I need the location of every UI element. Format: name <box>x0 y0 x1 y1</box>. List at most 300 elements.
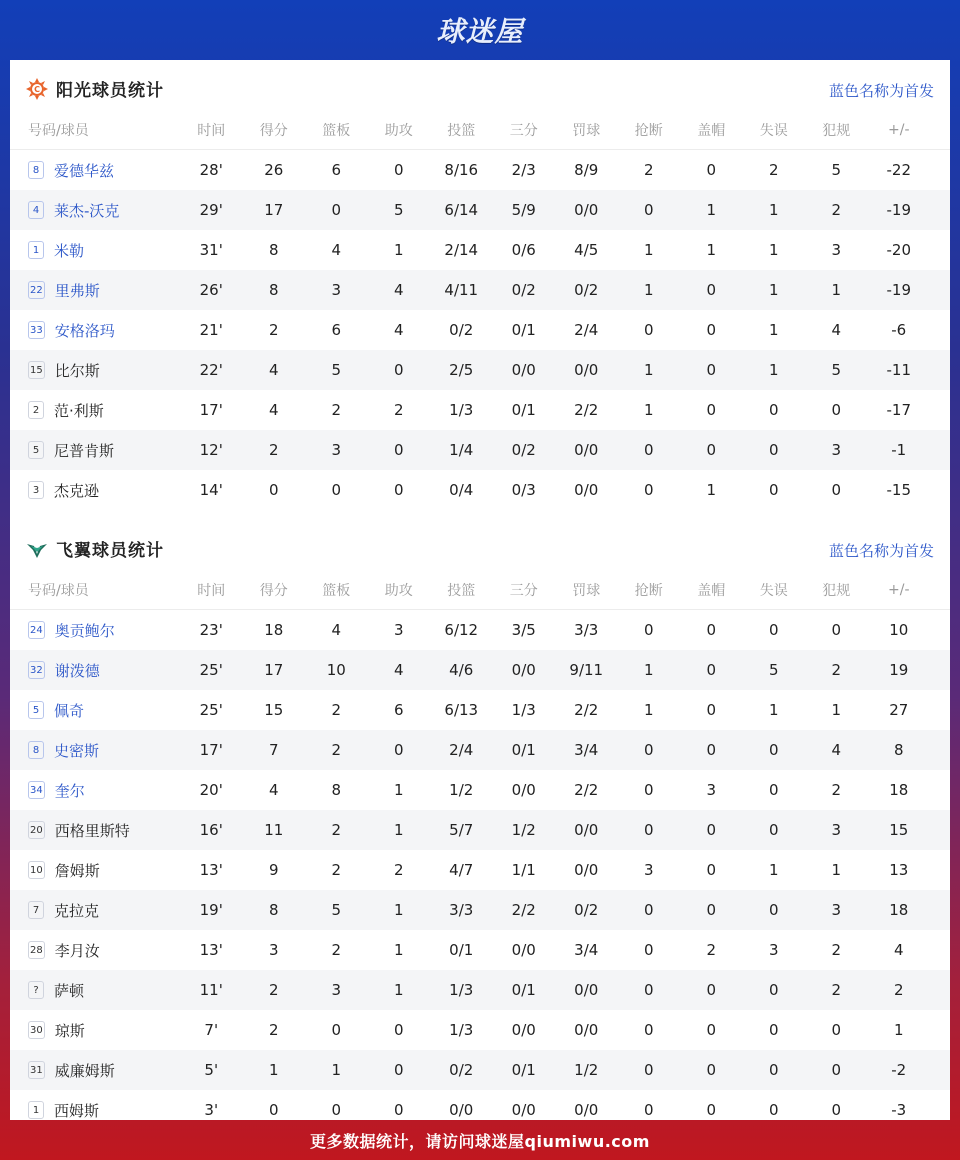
stat-cell: -17 <box>886 401 911 419</box>
stat-cell: 0 <box>393 1021 404 1039</box>
stat-cell: 0/1 <box>449 941 474 959</box>
stat-cell: 1/3 <box>449 981 474 999</box>
stat-cell: 0/2 <box>449 321 474 339</box>
stat-cell: 1 <box>706 201 717 219</box>
stat-cell: 4/5 <box>574 241 599 259</box>
stat-cell: 9/11 <box>569 661 604 679</box>
stat-cell: 2 <box>268 441 279 459</box>
stat-cell: 9 <box>268 861 279 879</box>
team-header <box>10 60 950 116</box>
stat-cell: 2 <box>268 981 279 999</box>
player-cell <box>10 240 180 261</box>
starter-note: 蓝色名称为首发 <box>828 542 934 560</box>
player-name[interactable]: 詹姆斯 <box>54 861 100 880</box>
column-header[interactable]: 篮板 <box>322 583 351 599</box>
stat-cell: 2 <box>393 401 404 419</box>
column-header: 号码/球员 <box>28 583 89 599</box>
jersey-number: 5 <box>28 701 44 719</box>
stat-cell: 26' <box>199 281 223 299</box>
jersey-number: 5 <box>28 441 44 459</box>
player-cell <box>10 360 180 381</box>
column-header[interactable]: 三分 <box>509 123 538 139</box>
stat-cell: 13' <box>199 861 223 879</box>
player-cell <box>10 940 180 961</box>
stat-cell: 1 <box>768 241 779 259</box>
stat-cell: 1 <box>393 981 404 999</box>
stat-cell: 0 <box>393 361 404 379</box>
stat-cell: 5 <box>768 661 779 679</box>
player-row[interactable] <box>10 310 950 350</box>
stat-cell: 0 <box>643 481 654 499</box>
stat-cell: 0 <box>706 1101 717 1119</box>
stat-cell: 6/13 <box>444 701 479 719</box>
jersey-number: 28 <box>28 941 45 959</box>
player-row[interactable] <box>10 930 950 970</box>
stat-cell: 2/2 <box>574 401 599 419</box>
stat-cell: 0 <box>768 1061 779 1079</box>
stat-cell: 3 <box>768 941 779 959</box>
player-row[interactable] <box>10 770 950 810</box>
stat-cell: 2 <box>831 661 842 679</box>
stat-cell: 0/0 <box>449 1101 474 1119</box>
stat-cell: 28' <box>199 161 223 179</box>
player-name[interactable]: 西格里斯特 <box>54 821 130 840</box>
stat-cell: 0/0 <box>574 1021 599 1039</box>
player-row[interactable] <box>10 890 950 930</box>
stat-cell: 0/0 <box>574 201 599 219</box>
stat-cell: 8 <box>893 741 904 759</box>
player-name[interactable]: 克拉克 <box>54 901 100 920</box>
stat-cell: 0 <box>706 1021 717 1039</box>
player-cell <box>10 980 180 1001</box>
stat-cell: 0/0 <box>511 661 536 679</box>
stat-cell: 0 <box>768 781 779 799</box>
stat-cell: 0 <box>393 741 404 759</box>
stat-cell: 1 <box>831 281 842 299</box>
player-row[interactable] <box>10 730 950 770</box>
player-row[interactable] <box>10 270 950 310</box>
player-row[interactable] <box>10 690 950 730</box>
stat-cell: 2/3 <box>511 161 536 179</box>
stat-cell: 0 <box>643 741 654 759</box>
stat-cell: 0 <box>706 861 717 879</box>
player-row[interactable] <box>10 390 950 430</box>
stat-cell: 0 <box>393 1061 404 1079</box>
stat-cell: 3 <box>831 441 842 459</box>
stat-cell: 1 <box>768 281 779 299</box>
player-name[interactable]: 李月汝 <box>54 941 100 960</box>
stat-cell: 7 <box>268 741 279 759</box>
stat-cell: 8/9 <box>574 161 599 179</box>
stat-cell: 0 <box>706 281 717 299</box>
player-cell <box>10 1100 180 1121</box>
stat-cell: 3 <box>831 821 842 839</box>
jersey-number: 20 <box>28 821 45 839</box>
stat-cell: 3 <box>331 981 342 999</box>
stat-cell: 0 <box>643 1021 654 1039</box>
player-row[interactable] <box>10 350 950 390</box>
stat-cell: 3 <box>393 621 404 639</box>
player-row[interactable] <box>10 1050 950 1090</box>
column-header[interactable]: 时间 <box>197 123 226 139</box>
stat-cell: 2/2 <box>574 701 599 719</box>
jersey-number: 1 <box>28 1101 44 1119</box>
stat-cell: 17' <box>199 741 223 759</box>
column-header[interactable]: 盖帽 <box>697 123 726 139</box>
team-title: 飞翼球员统计 <box>56 541 164 561</box>
column-header[interactable]: 助攻 <box>384 583 413 599</box>
stat-cell: 3 <box>706 781 717 799</box>
player-row[interactable] <box>10 470 950 510</box>
jersey-number: 31 <box>28 1061 45 1079</box>
column-header[interactable]: 抢断 <box>634 583 663 599</box>
stat-cell: 2 <box>831 781 842 799</box>
stat-cell: 8 <box>331 781 342 799</box>
stat-cell: 4 <box>393 661 404 679</box>
player-row[interactable] <box>10 970 950 1010</box>
player-name[interactable]: 佩奇 <box>54 701 85 720</box>
stat-cell: 0/2 <box>574 281 599 299</box>
column-header[interactable]: 抢断 <box>634 123 663 139</box>
stat-cell: 3 <box>331 441 342 459</box>
stat-cell: 4/11 <box>444 281 479 299</box>
player-cell <box>10 200 180 221</box>
stat-cell: 1 <box>831 861 842 879</box>
stat-cell: 15 <box>889 821 909 839</box>
stat-cell: 2/5 <box>449 361 474 379</box>
stat-cell: 0 <box>831 401 842 419</box>
stat-cell: 2/4 <box>449 741 474 759</box>
stat-cell: 0/0 <box>511 361 536 379</box>
player-name[interactable]: 尼普肯斯 <box>54 441 115 460</box>
stat-cell: 1 <box>393 941 404 959</box>
stat-cell: 19' <box>199 901 223 919</box>
stat-cell: 2 <box>831 981 842 999</box>
stat-cell: 17' <box>199 401 223 419</box>
stat-cell: 4 <box>268 361 279 379</box>
stat-cell: 4 <box>393 321 404 339</box>
stat-cell: 0/0 <box>511 1021 536 1039</box>
column-header[interactable]: 犯规 <box>822 583 851 599</box>
column-header[interactable]: 时间 <box>197 583 226 599</box>
jersey-number: 30 <box>28 1021 45 1039</box>
sun-logo-icon <box>26 78 48 100</box>
stat-cell: 0 <box>706 361 717 379</box>
stat-cell: 1 <box>643 701 654 719</box>
stat-cell: 20' <box>199 781 223 799</box>
stat-cell: 12' <box>199 441 223 459</box>
jersey-number: 1 <box>28 241 44 259</box>
stat-cell: 29' <box>199 201 223 219</box>
player-name[interactable]: 米勒 <box>54 241 85 260</box>
column-header[interactable]: 罚球 <box>572 583 601 599</box>
player-name[interactable]: 琼斯 <box>54 1021 85 1040</box>
player-name[interactable]: 安格洛玛 <box>54 321 115 340</box>
stat-cell: 8/16 <box>444 161 479 179</box>
stat-cell: 0 <box>643 1061 654 1079</box>
player-name[interactable]: 西姆斯 <box>54 1101 100 1120</box>
player-row[interactable] <box>10 430 950 470</box>
stat-cell: 2 <box>331 401 342 419</box>
stat-cell: 0 <box>768 981 779 999</box>
stat-cell: 11' <box>199 981 223 999</box>
player-name[interactable]: 比尔斯 <box>54 361 100 380</box>
stat-cell: 10 <box>326 661 346 679</box>
player-row[interactable] <box>10 810 950 850</box>
stat-cell: 2 <box>331 741 342 759</box>
player-cell <box>10 620 180 641</box>
stat-cell: 4/7 <box>449 861 474 879</box>
stat-cell: 14' <box>199 481 223 499</box>
stat-cell: 1/2 <box>449 781 474 799</box>
stat-cell: 0 <box>643 621 654 639</box>
stat-cell: 0 <box>706 661 717 679</box>
player-cell <box>10 780 180 801</box>
stat-cell: 0/0 <box>574 481 599 499</box>
stat-cell: 2 <box>268 321 279 339</box>
stat-cell: 2 <box>831 201 842 219</box>
player-name[interactable]: 威廉姆斯 <box>54 1061 115 1080</box>
stat-cell: 5 <box>831 361 842 379</box>
stat-cell: 13 <box>889 861 909 879</box>
player-cell <box>10 320 180 341</box>
stat-cell: -19 <box>886 201 911 219</box>
stat-cell: 2 <box>768 161 779 179</box>
stat-cell: 10 <box>889 621 909 639</box>
stat-cell: 13' <box>199 941 223 959</box>
stat-cell: 18 <box>889 901 909 919</box>
jersey-number: 8 <box>28 741 44 759</box>
stat-cell: 0 <box>768 401 779 419</box>
stat-cell: 2 <box>268 1021 279 1039</box>
stat-cell: -6 <box>891 321 907 339</box>
stat-cell: 3 <box>643 861 654 879</box>
stat-cell: 0 <box>831 1021 842 1039</box>
column-header[interactable]: 助攻 <box>384 123 413 139</box>
stat-cell: 1 <box>768 861 779 879</box>
stat-cell: 22' <box>199 361 223 379</box>
stat-cell: 6 <box>331 161 342 179</box>
stat-cell: 1 <box>393 781 404 799</box>
jersey-number: 15 <box>28 361 45 379</box>
stat-cell: 4 <box>831 321 842 339</box>
stat-cell: 0 <box>268 1101 279 1119</box>
stat-cell: 11 <box>264 821 284 839</box>
stat-cell: 0 <box>643 821 654 839</box>
stat-cell: 4/6 <box>449 661 474 679</box>
stat-cell: 2/14 <box>444 241 479 259</box>
stat-cell: 0 <box>768 441 779 459</box>
stat-cell: 0/2 <box>511 281 536 299</box>
column-header[interactable]: 投篮 <box>447 583 476 599</box>
stat-cell: -11 <box>886 361 911 379</box>
stat-cell: -20 <box>886 241 911 259</box>
column-header[interactable]: +/- <box>888 122 910 138</box>
column-header[interactable]: 篮板 <box>322 123 351 139</box>
jersey-number: 7 <box>28 901 44 919</box>
stat-cell: 3/4 <box>574 941 599 959</box>
stat-cell: 0/0 <box>511 941 536 959</box>
column-header[interactable]: 失误 <box>759 123 788 139</box>
starter-note: 蓝色名称为首发 <box>828 82 934 100</box>
stat-cell: 0/2 <box>449 1061 474 1079</box>
stat-cell: 1 <box>643 281 654 299</box>
stat-cell: 0 <box>706 741 717 759</box>
player-row[interactable] <box>10 190 950 230</box>
stat-cell: 1/3 <box>449 1021 474 1039</box>
stat-cell: 0/1 <box>511 981 536 999</box>
stat-cell: 0 <box>393 481 404 499</box>
player-name[interactable]: 萨顿 <box>54 981 85 1000</box>
stat-cell: 1/3 <box>511 701 536 719</box>
stat-cell: 0 <box>768 621 779 639</box>
svg-text:C: C <box>34 85 40 94</box>
stat-cell: 0/6 <box>511 241 536 259</box>
stat-cell: 1 <box>393 901 404 919</box>
footer-text[interactable]: 更多数据统计，请访问球迷屋qiumiwu.com <box>310 1131 650 1151</box>
stat-cell: 0 <box>768 1101 779 1119</box>
player-cell <box>10 400 180 421</box>
player-cell <box>10 1060 180 1081</box>
stat-cell: 7' <box>204 1021 219 1039</box>
player-row[interactable] <box>10 850 950 890</box>
stat-cell: 0 <box>643 981 654 999</box>
stat-cell: 3/4 <box>574 741 599 759</box>
player-name[interactable]: 莱杰-沃克 <box>54 201 120 220</box>
column-header: 号码/球员 <box>28 123 89 139</box>
stat-cell: 27 <box>889 701 909 719</box>
stat-cell: 4 <box>268 401 279 419</box>
stat-cell: 0 <box>706 1061 717 1079</box>
jersey-number: 3 <box>28 481 44 499</box>
stat-cell: 23' <box>199 621 223 639</box>
stat-cell: 5 <box>331 901 342 919</box>
stat-cell: 1 <box>643 661 654 679</box>
stat-cell: -1 <box>891 441 907 459</box>
stat-cell: 0 <box>831 1101 842 1119</box>
stat-cell: 0/3 <box>511 481 536 499</box>
player-name[interactable]: 史密斯 <box>54 741 100 760</box>
stat-cell: 0 <box>831 1061 842 1079</box>
column-header[interactable]: 罚球 <box>572 123 601 139</box>
stat-cell: 4 <box>331 621 342 639</box>
stat-cell: 2 <box>706 941 717 959</box>
stat-cell: 5 <box>393 201 404 219</box>
player-name[interactable]: 爱德华兹 <box>54 161 115 180</box>
player-row[interactable] <box>10 1010 950 1050</box>
stat-cell: 1 <box>643 401 654 419</box>
jersey-number: 33 <box>28 321 45 339</box>
stat-cell: 0/4 <box>449 481 474 499</box>
column-header[interactable]: 得分 <box>259 123 288 139</box>
player-cell <box>10 740 180 761</box>
column-header[interactable]: 盖帽 <box>697 583 726 599</box>
player-name[interactable]: 谢泼德 <box>54 661 100 680</box>
stat-cell: 2 <box>831 941 842 959</box>
column-header[interactable]: +/- <box>888 582 910 598</box>
stat-cell: 3 <box>331 281 342 299</box>
stat-cell: 0 <box>268 481 279 499</box>
stat-cell: 1 <box>768 321 779 339</box>
stat-cell: 1 <box>768 361 779 379</box>
stat-cell: 5 <box>331 361 342 379</box>
player-name[interactable]: 奎尔 <box>54 781 85 800</box>
stat-cell: 6/14 <box>444 201 479 219</box>
stat-cell: 2 <box>393 861 404 879</box>
stat-cell: 0 <box>643 901 654 919</box>
column-header[interactable]: 三分 <box>509 583 538 599</box>
stat-cell: 0 <box>706 401 717 419</box>
stat-cell: 2 <box>643 161 654 179</box>
stat-cell: 0 <box>331 201 342 219</box>
stat-cell: 5' <box>204 1061 219 1079</box>
stat-cell: 0/1 <box>511 741 536 759</box>
site-logo[interactable]: 球迷屋 <box>436 15 524 48</box>
stat-cell: 0 <box>643 441 654 459</box>
player-row[interactable] <box>10 610 950 650</box>
player-cell <box>10 280 180 301</box>
stat-cell: 26 <box>264 161 284 179</box>
player-row[interactable] <box>10 650 950 690</box>
column-header[interactable]: 投篮 <box>447 123 476 139</box>
player-cell <box>10 1020 180 1041</box>
stat-cell: 0 <box>331 481 342 499</box>
stat-cell: 0/2 <box>574 901 599 919</box>
stat-cell: 1 <box>893 1021 904 1039</box>
stat-cell: 15 <box>264 701 284 719</box>
stat-cell: 1/2 <box>511 821 536 839</box>
stat-cell: 3 <box>268 941 279 959</box>
stat-cell: 0 <box>706 701 717 719</box>
stat-cell: 3' <box>204 1101 219 1119</box>
jersey-number: 22 <box>28 281 45 299</box>
column-header[interactable]: 得分 <box>259 583 288 599</box>
player-row[interactable] <box>10 150 950 190</box>
stat-cell: 0 <box>831 621 842 639</box>
stat-cell: 0/1 <box>511 401 536 419</box>
stat-cell: 1/4 <box>449 441 474 459</box>
player-cell <box>10 900 180 921</box>
stat-cell: 18 <box>889 781 909 799</box>
stat-cell: 1 <box>393 241 404 259</box>
stat-cell: 0 <box>706 321 717 339</box>
column-header[interactable]: 犯规 <box>822 123 851 139</box>
stat-cell: 2 <box>331 941 342 959</box>
stat-cell: 5/9 <box>511 201 536 219</box>
jersey-number: 4 <box>28 201 44 219</box>
stat-cell: 0 <box>768 1021 779 1039</box>
player-name[interactable]: 里弗斯 <box>54 281 100 300</box>
stat-cell: 3/3 <box>449 901 474 919</box>
player-name[interactable]: 杰克逊 <box>54 481 100 500</box>
player-name[interactable]: 范·利斯 <box>54 401 104 420</box>
column-header[interactable]: 失误 <box>759 583 788 599</box>
player-name[interactable]: 奥贡鲍尔 <box>54 621 115 640</box>
stat-cell: 0 <box>706 621 717 639</box>
stat-cell: 0/0 <box>574 361 599 379</box>
stat-cell: 6 <box>331 321 342 339</box>
stat-cell: 0 <box>768 821 779 839</box>
stat-cell: 0 <box>331 1021 342 1039</box>
stat-cell: 1/2 <box>574 1061 599 1079</box>
stat-cell: 8 <box>268 281 279 299</box>
stat-cell: 1 <box>331 1061 342 1079</box>
jersey-number: 2 <box>28 401 44 419</box>
stat-cell: 0 <box>768 481 779 499</box>
stat-cell: -2 <box>891 1061 907 1079</box>
stat-cell: 2/2 <box>511 901 536 919</box>
player-row[interactable] <box>10 230 950 270</box>
